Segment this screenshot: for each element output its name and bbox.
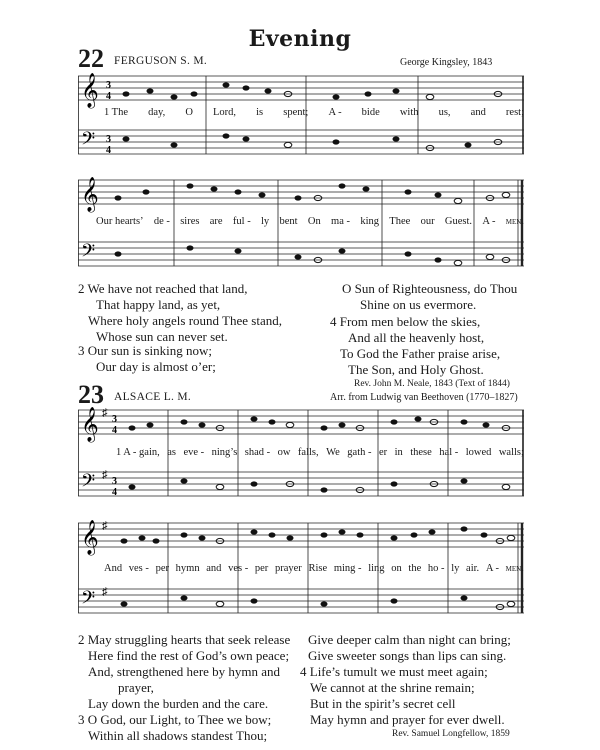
lyric-syllable: 1 The: [104, 107, 129, 118]
svg-text:4: 4: [106, 145, 111, 156]
lyric-amen: A -: [485, 563, 499, 574]
lyric-syllable: air.: [466, 563, 480, 574]
svg-text:3: 3: [106, 134, 111, 145]
lyric-syllable: in: [394, 447, 403, 458]
hymn-23-number: 23: [78, 380, 104, 409]
svg-text:𝄢: 𝄢: [81, 241, 96, 266]
hymn-23-verse-3-continued: Give deeper calm than night can bring; Give sweeter songs than lips can sing.: [308, 632, 511, 663]
lyric-syllable: us,: [438, 107, 451, 118]
lyric-syllable: We: [326, 447, 340, 458]
hymn-22-lyrics-line-2: [96, 216, 524, 227]
svg-text:3: 3: [112, 476, 117, 487]
svg-text:♯: ♯: [102, 520, 108, 532]
lyric-syllable: On: [307, 216, 321, 227]
lyric-syllable: ma -: [331, 216, 350, 227]
lyric-syllable: day,: [148, 107, 166, 118]
lyric-syllable: And: [104, 563, 123, 574]
lyric-syllable: Lord,: [213, 107, 237, 118]
hymn-22-verse-3-continued: O Sun of Righteousness, do Thou Shine on us evermore.: [342, 281, 518, 312]
lyric-syllable: eve -: [183, 447, 205, 458]
lyric-syllable: per: [254, 563, 269, 574]
lyric-syllable: and: [470, 107, 486, 118]
svg-text:3: 3: [112, 414, 117, 425]
hymn-22-tune: FERGUSON S. M.: [114, 55, 208, 67]
lyric-syllable: our: [420, 216, 435, 227]
lyric-syllable: on: [391, 563, 402, 574]
lyric-syllable: ful -: [232, 216, 251, 227]
lyric-syllable: ow: [277, 447, 291, 458]
svg-text:𝄞: 𝄞: [81, 177, 99, 212]
lyric-syllable: bide: [361, 107, 380, 118]
lyric-syllable: ho -: [427, 563, 445, 574]
hymn-23-lyrics-line-2: [104, 563, 524, 574]
lyric-syllable: lowed: [465, 447, 492, 458]
lyric-syllable: prayer: [274, 563, 302, 574]
hymn-22-system-2-music: [78, 172, 524, 282]
hymn-23-verse-3: 3 O God, our Light, to Thee we bow; Within all shadows standest Thou;: [78, 712, 272, 743]
lyric-syllable: sires: [180, 216, 200, 227]
lyric-syllable: walls;: [498, 447, 524, 458]
hymn-22-verse-2: 2 We have not reached that land, That happy land, as yet, Where holy angels round Thee stand, Whose sun can never set.: [78, 281, 282, 344]
lyric-syllable: is: [256, 107, 264, 118]
lyric-syllable: ly: [451, 563, 460, 574]
hymn-23-tune: ALSACE L. M.: [114, 391, 192, 403]
lyric-amen: A -: [482, 216, 496, 227]
lyric-syllable: ming -: [333, 563, 362, 574]
hymn-23-verse-4: 4 Life’s tumult we must meet again; We cannot at the shrine remain; But in the spirit’s secret cell May hymn and prayer for ever dwell.: [300, 664, 505, 727]
svg-text:𝄢: 𝄢: [81, 588, 96, 613]
lyric-syllable: ning’s: [211, 447, 238, 458]
lyric-syllable: hal -: [439, 447, 459, 458]
lyric-syllable: er: [378, 447, 388, 458]
lyric-syllable: per: [155, 563, 169, 574]
lyric-syllable: de -: [153, 216, 170, 227]
lyric-syllable: king: [360, 216, 379, 227]
svg-text:♯: ♯: [102, 407, 108, 419]
lyric-syllable: ly: [261, 216, 270, 227]
lyric-syllable: Thee: [389, 216, 411, 227]
hymn-23-verse-2: 2 May struggling hearts that seek release Here find the rest of God’s own peace; And, strengthened here by hymn and prayer, Lay down the burden and the care.: [78, 632, 291, 711]
hymn-22-text-credit: Rev. John M. Neale, 1843 (Text of 1844): [354, 379, 510, 389]
lyric-syllable: bent: [279, 216, 298, 227]
hymn-22-verse-4: 4 From men below the skies, And all the heavenly host, To God the Father praise arise, The Son, and Holy Ghost.: [330, 314, 501, 377]
lyric-syllable: Guest.: [444, 216, 473, 227]
svg-text:𝄞: 𝄞: [81, 407, 99, 442]
lyric-syllable: 1 A - gain,: [116, 447, 160, 458]
hymn-23-text-credit: Rev. Samuel Longfellow, 1859: [392, 729, 510, 739]
lyric-syllable: A -: [328, 107, 342, 118]
lyric-syllable: gath -: [347, 447, 372, 458]
lyric-syllable: rest;: [505, 107, 524, 118]
hymn-22-verse-3: 3 Our sun is sinking now; Our day is almost o’er;: [78, 343, 216, 374]
svg-text:𝄞: 𝄞: [81, 520, 99, 555]
hymn-23-composer: Arr. from Ludwig van Beethoven (1770–1827): [330, 392, 518, 403]
hymn-22-composer: George Kingsley, 1843: [400, 57, 493, 68]
lyric-syllable: as: [167, 447, 176, 458]
svg-text:♯: ♯: [102, 469, 108, 481]
lyric-syllable: hymn: [175, 563, 200, 574]
svg-text:4: 4: [112, 487, 117, 498]
hymn-22-lyrics-line-1: [104, 107, 524, 118]
hymn-23-lyrics-line-1: [116, 447, 524, 458]
lyric-amen: men.: [505, 216, 524, 227]
lyric-syllable: O: [185, 107, 193, 118]
lyric-syllable: Rise: [308, 563, 328, 574]
lyric-syllable: ves -: [228, 563, 249, 574]
lyric-syllable: are: [209, 216, 223, 227]
hymn-22-system-1-music: [78, 68, 524, 168]
lyric-syllable: with: [399, 107, 419, 118]
lyric-syllable: Our hearts’: [96, 216, 144, 227]
lyric-syllable: ves -: [128, 563, 149, 574]
svg-text:3: 3: [106, 80, 111, 91]
page-title: Evening: [248, 26, 352, 52]
svg-text:4: 4: [106, 91, 111, 102]
svg-text:𝄢: 𝄢: [81, 471, 96, 496]
svg-text:𝄢: 𝄢: [81, 129, 96, 154]
lyric-syllable: shad -: [244, 447, 271, 458]
svg-text:𝄞: 𝄞: [81, 73, 99, 108]
lyric-syllable: falls,: [297, 447, 319, 458]
lyric-syllable: and: [206, 563, 222, 574]
svg-text:4: 4: [112, 425, 117, 436]
lyric-syllable: spent;: [283, 107, 309, 118]
hymn-22-number: 22: [78, 44, 104, 73]
lyric-amen: men.: [505, 563, 524, 574]
svg-text:♯: ♯: [102, 586, 108, 598]
lyric-syllable: ling: [368, 563, 385, 574]
lyric-syllable: the: [408, 563, 422, 574]
lyric-syllable: these: [410, 447, 432, 458]
